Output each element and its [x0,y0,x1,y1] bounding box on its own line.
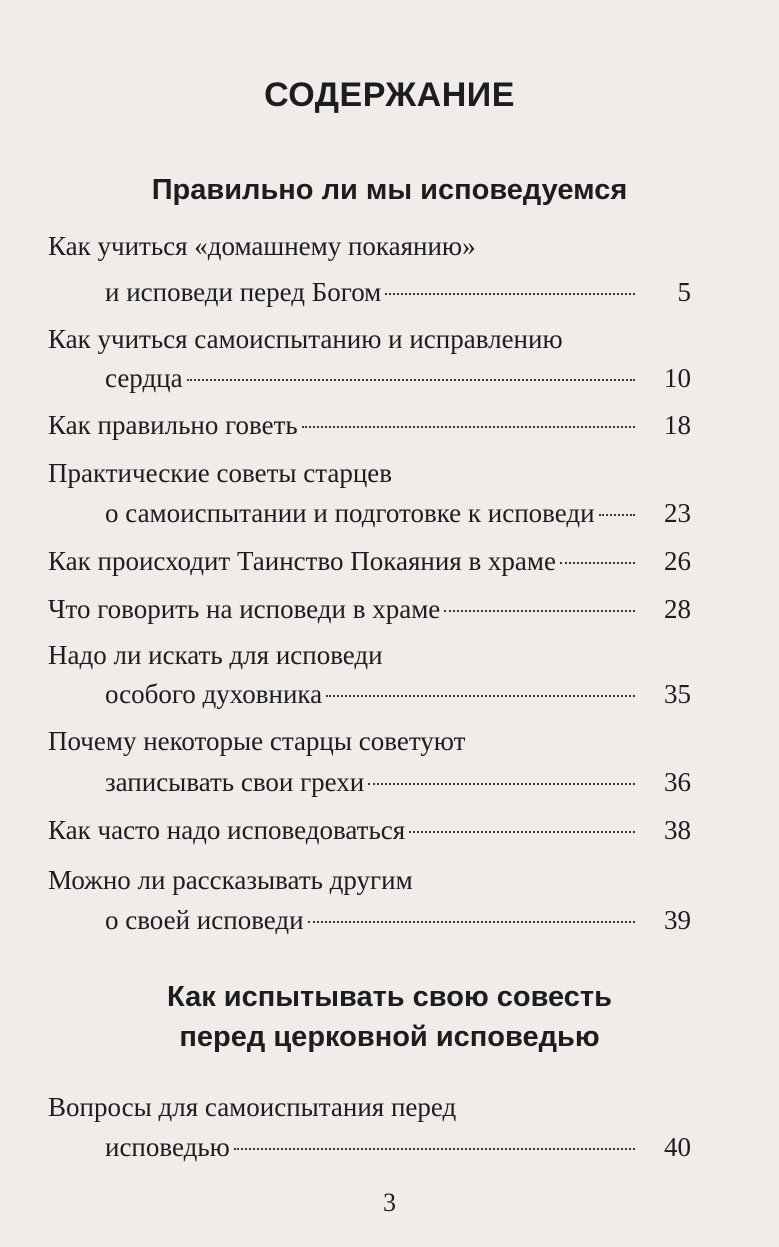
toc-entry-title: Практические советы старцев [48,458,393,488]
toc-entry-title: Надо ли искать для исповеди [48,640,383,670]
toc-entry[interactable] [105,903,691,937]
dot-leader [560,562,635,564]
contents-heading: СОДЕРЖАНИЕ [264,76,515,114]
toc-page-number: 35 [664,679,691,709]
toc-entry-title: Как часто надо исповедоваться [48,815,406,845]
toc-entry[interactable] [105,496,691,530]
dot-leader [187,379,635,381]
toc-entry-title: Можно ли рассказывать другим [48,865,413,895]
toc-entry-title: Вопросы для самоиспытания перед [48,1092,457,1122]
dot-leader [308,921,635,923]
toc-page-number: 26 [664,546,691,576]
toc-entry-title-cont: исповедью [105,1132,230,1162]
toc-entry[interactable] [105,275,691,309]
toc-entry[interactable] [48,592,691,626]
toc-entry-title-cont: о самоиспытании и подготовке к исповеди [105,498,595,528]
dot-leader [326,695,635,697]
dot-leader [599,514,635,516]
toc-entry[interactable] [105,1130,691,1164]
toc-page-number: 36 [664,767,691,797]
toc-entry-title: Как учиться самоиспытанию и исправлению [48,324,563,354]
toc-entry-title: Как правильно говеть [48,410,298,440]
toc-entry-title-cont: о своей исповеди [105,905,304,935]
toc-page-number: 5 [677,277,691,307]
toc-entry-title-cont: сердца [105,363,183,393]
page-number: 3 [383,1188,396,1217]
section-title-2: Как испытывать свою совесть [167,981,612,1013]
toc-page-number: 28 [664,594,691,624]
toc-entry-title: Как происходит Таинство Покаяния в храме [48,546,556,576]
toc-entry[interactable] [48,813,691,847]
dot-leader [409,831,635,833]
toc-entry[interactable] [48,544,691,578]
toc-entry[interactable] [48,408,691,442]
section-title-2-cont: перед церковной исповедью [179,1021,600,1053]
section-title-1: Правильно ли мы исповедуемся [151,174,628,206]
toc-page-number: 23 [664,498,691,528]
toc-page-number: 39 [664,905,691,935]
dot-leader [302,426,635,428]
dot-leader [385,293,635,295]
toc-entry[interactable] [105,361,691,395]
toc-entry-title: Как учиться «домашнему покаянию» [48,231,476,261]
dot-leader [234,1148,635,1150]
toc-page-number: 18 [664,410,691,440]
toc-page-number: 38 [664,815,691,845]
dot-leader [368,783,635,785]
toc-entry-title: Почему некоторые старцы советуют [48,726,466,756]
toc-entry-title-cont: и исповеди перед Богом [105,277,382,307]
toc-page-number: 40 [664,1132,691,1162]
toc-entry-title: Что говорить на исповеди в храме [48,594,441,624]
toc-page-number: 10 [664,363,691,393]
toc-entry[interactable] [105,677,691,711]
toc-entry-title-cont: особого духовника [105,679,323,709]
toc-entry[interactable] [105,765,691,799]
toc-entry-title-cont: записывать свои грехи [105,767,365,797]
dot-leader [444,610,635,612]
